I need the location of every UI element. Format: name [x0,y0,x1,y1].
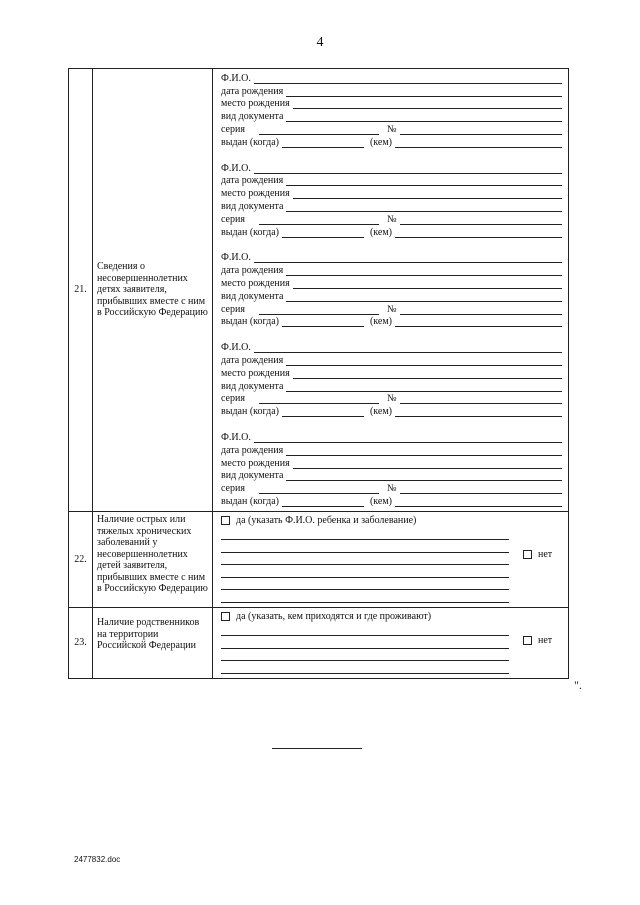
field-label: место рождения [221,367,290,379]
yes-checkbox[interactable] [221,516,230,525]
field-issued [221,494,562,507]
field-label: серия [221,213,245,225]
field-birth-place [221,366,562,379]
field-birth-place [221,456,562,469]
field-series-number [221,392,562,405]
field-label: дата рождения [221,265,284,277]
field-label: вид документа [221,290,284,302]
field-birth-date [221,84,562,97]
field-line[interactable] [286,292,562,302]
issued-by-line[interactable] [395,497,562,507]
answer-line[interactable] [221,661,509,674]
field-label: серия [221,123,245,135]
field-label: место рождения [221,188,290,200]
row-number: 23. [69,607,93,678]
answer-lines [221,528,509,603]
field-line[interactable] [293,99,562,109]
row-number: 21. [69,69,93,512]
diseases-info [213,511,569,607]
field-series-number [221,302,562,315]
yes-option [221,514,562,528]
answer-line[interactable] [221,624,509,637]
field-issued [221,225,562,238]
field-line[interactable] [254,164,562,174]
form-row-21 [69,69,569,512]
field-birth-date [221,353,562,366]
field-doc-type [221,289,562,302]
issued-when-line[interactable] [282,228,364,238]
field-label: место рождения [221,457,290,469]
number-line[interactable] [400,305,563,315]
field-label: вид документа [221,380,284,392]
field-fio [221,340,562,353]
field-birth-date [221,443,562,456]
field-label: Ф.И.О. [221,72,251,84]
answer-line[interactable] [221,528,509,541]
field-issued [221,404,562,417]
page-number: 4 [316,35,324,50]
field-doc-type [221,109,562,122]
issued-when-line[interactable] [282,497,364,507]
issued-by-line[interactable] [395,407,562,417]
field-label: № [386,393,397,405]
field-label: вид документа [221,200,284,212]
field-label: серия [221,303,245,315]
no-checkbox[interactable] [523,550,532,559]
yes-checkbox[interactable] [221,612,230,621]
field-fio [221,71,562,84]
field-label: дата рождения [221,175,284,187]
field-birth-place [221,97,562,110]
field-line[interactable] [293,369,562,379]
issued-when-line[interactable] [282,138,364,148]
answer-line[interactable] [221,565,509,578]
answer-line[interactable] [221,578,509,591]
no-option [523,549,552,560]
issued-by-line[interactable] [395,317,562,327]
row-number: 22. [69,511,93,607]
field-label: Ф.И.О. [221,252,251,264]
number-line[interactable] [400,484,563,494]
field-label: (кем) [369,495,393,507]
field-line[interactable] [293,459,562,469]
answer-lines [221,624,509,674]
field-line[interactable] [286,266,562,276]
row-label [93,607,213,678]
field-line[interactable] [286,112,562,122]
issued-by-line[interactable] [395,228,562,238]
field-line[interactable] [286,87,562,97]
form-table [68,68,569,679]
field-label: Ф.И.О. [221,431,251,443]
issued-by-line[interactable] [395,138,562,148]
answer-line[interactable] [221,590,509,603]
field-label: серия [221,483,245,495]
children-info [213,69,569,512]
closing-quote: ". [574,678,582,692]
field-fio [221,430,562,443]
answer-line[interactable] [221,636,509,649]
child-entry [221,251,562,328]
form-row-23 [69,607,569,678]
footer-filename: 2477832.doc [74,855,121,864]
field-label: вид документа [221,470,284,482]
field-label: № [386,213,397,225]
series-line[interactable] [259,305,379,315]
field-line[interactable] [286,176,562,186]
row-label [93,511,213,607]
field-birth-date [221,263,562,276]
field-line[interactable] [293,189,562,199]
field-line[interactable] [286,382,562,392]
end-rule [272,748,362,749]
field-label: выдан (когда) [221,136,279,148]
relatives-info [213,607,569,678]
field-doc-type [221,469,562,482]
field-label: Ф.И.О. [221,342,251,354]
field-line[interactable] [286,202,562,212]
series-line[interactable] [259,125,379,135]
field-fio [221,251,562,264]
field-label: дата рождения [221,354,284,366]
field-label: (кем) [369,136,393,148]
no-label: нет [538,634,553,646]
no-label: нет [538,548,553,560]
field-line[interactable] [254,253,562,263]
field-line[interactable] [286,446,562,456]
field-label: № [386,123,397,135]
field-label: дата рождения [221,444,284,456]
field-label: серия [221,393,245,405]
field-label: (кем) [369,226,393,238]
answer-line[interactable] [221,553,509,566]
row-label-text: Наличие родственников на территории Российской Федерации [97,616,200,652]
field-label: дата рождения [221,85,284,97]
form-row-22 [69,511,569,607]
number-line[interactable] [400,394,563,404]
field-issued [221,135,562,148]
field-line[interactable] [286,356,562,366]
series-line[interactable] [259,484,379,494]
field-birth-place [221,276,562,289]
field-doc-type [221,379,562,392]
answer-line[interactable] [221,649,509,662]
field-label: выдан (когда) [221,226,279,238]
issued-when-line[interactable] [282,407,364,417]
field-line[interactable] [286,471,562,481]
no-option [523,635,552,646]
field-birth-date [221,174,562,187]
field-series-number [221,481,562,494]
number-line[interactable] [400,125,563,135]
field-label: вид документа [221,111,284,123]
field-label: выдан (когда) [221,316,279,328]
field-series-number [221,122,562,135]
number-line[interactable] [400,215,563,225]
field-doc-type [221,199,562,212]
field-label: Ф.И.О. [221,162,251,174]
issued-when-line[interactable] [282,317,364,327]
field-series-number [221,212,562,225]
yes-option [221,610,562,624]
child-entry [221,340,562,417]
yes-label: да (указать, кем приходятся и где проживают) [236,611,432,623]
field-line[interactable] [293,279,562,289]
field-line[interactable] [254,343,562,353]
field-label: место рождения [221,98,290,110]
field-label: (кем) [369,406,393,418]
field-birth-place [221,186,562,199]
series-line[interactable] [259,215,379,225]
child-entry [221,71,562,148]
field-fio [221,161,562,174]
field-issued [221,315,562,328]
answer-line[interactable] [221,540,509,553]
field-label: № [386,303,397,315]
field-label: выдан (когда) [221,495,279,507]
row-label-text: Сведения о несовершеннолетних детях заявителя, прибывших вместе с ним в Российскую Федерацию [97,260,208,319]
field-label: (кем) [369,316,393,328]
row-label [93,69,213,512]
field-line[interactable] [254,74,562,84]
field-label: место рождения [221,277,290,289]
series-line[interactable] [259,394,379,404]
row-label-text: Наличие острых или тяжелых хронических заболеваний у несовершеннолетних детей заявителя, прибывших вместе с ним в Российскую Федерацию [97,513,208,595]
field-label: № [386,483,397,495]
no-checkbox[interactable] [523,636,532,645]
field-label: выдан (когда) [221,406,279,418]
child-entry [221,161,562,238]
yes-label: да (указать Ф.И.О. ребенка и заболевание) [236,515,417,527]
child-entry [221,430,562,507]
field-line[interactable] [254,433,562,443]
